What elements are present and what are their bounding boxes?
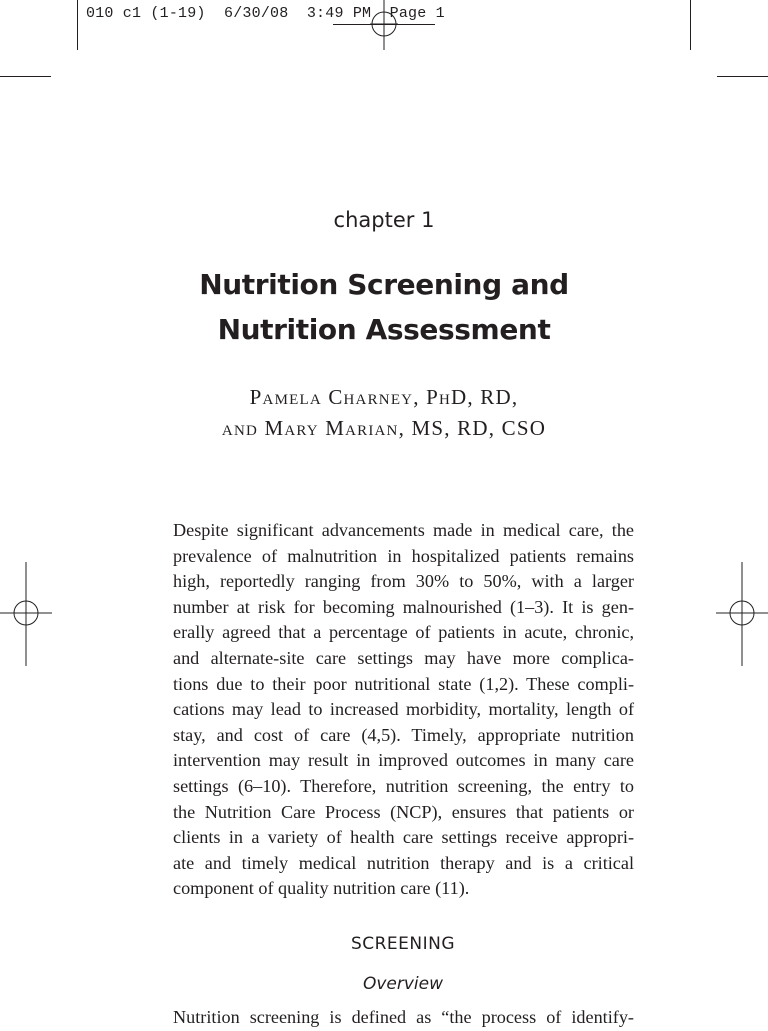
paragraph-line: high, reportedly ranging from 30% to 50%, with a larger [173,571,634,592]
paragraph-line: stay, and cost of care (4,5). Timely, appropriate nutrition [173,724,634,745]
paragraph-line: component of quality nutrition care (11). [173,878,470,899]
intro-paragraph [173,518,634,902]
print-slug-line: 010 c1 (1-19) 6/30/08 3:49 PM Page 1 [86,5,445,22]
author-line-1: Pamela Charney, PhD, RD, [249,385,519,409]
paragraph-line: Despite significant advancements made in medical care, the [173,520,634,540]
paragraph-line: ate and timely medical nutrition therapy and is a critical [173,852,634,873]
paragraph-line: and alternate-site care settings may have more complica- [173,647,634,668]
paragraph-line: number at risk for becoming malnourished (1–3). It is gen- [173,596,634,617]
paragraph-line: clients in a variety of health care settings receive appropri- [173,827,634,848]
paragraph-line: settings (6–10). Therefore, nutrition screening, the entry to [173,775,634,796]
registration-mark-right-icon [716,562,768,666]
chapter-authors [0,382,768,444]
paragraph-line: tions due to their poor nutritional state (1,2). These compli- [173,673,634,694]
crop-mark-top-right-vertical [690,0,691,50]
paragraph-line: cations may lead to increased morbidity, mortality, length of [173,699,634,720]
crop-mark-top-left-vertical [77,0,78,50]
crop-mark-top-left-horizontal [0,76,51,77]
chapter-title-line-2: Nutrition Assessment [217,313,551,346]
registration-mark-top-icon [364,0,404,50]
chapter-title [0,262,768,352]
author-line-2: and Mary Marian, MS, RD, CSO [221,416,547,440]
paragraph-line: the Nutrition Care Process (NCP), ensures that patients or [173,801,634,822]
chapter-title-line-1: Nutrition Screening and [199,268,569,301]
crop-mark-top-right-horizontal [717,76,768,77]
paragraph-line: intervention may result in improved outcomes in many care [173,750,634,771]
paragraph-line: erally agreed that a percentage of patients in acute, chronic, [173,622,634,643]
paragraph-line: prevalence of malnutrition in hospitalized patients remains [173,545,634,566]
registration-mark-left-icon [0,562,52,666]
section-heading: SCREENING [350,934,456,954]
subsection-heading: Overview [362,974,444,994]
chapter-label: chapter 1 [333,208,435,232]
next-paragraph-start: Nutrition screening is defined as “the process of identify- [173,1007,634,1027]
